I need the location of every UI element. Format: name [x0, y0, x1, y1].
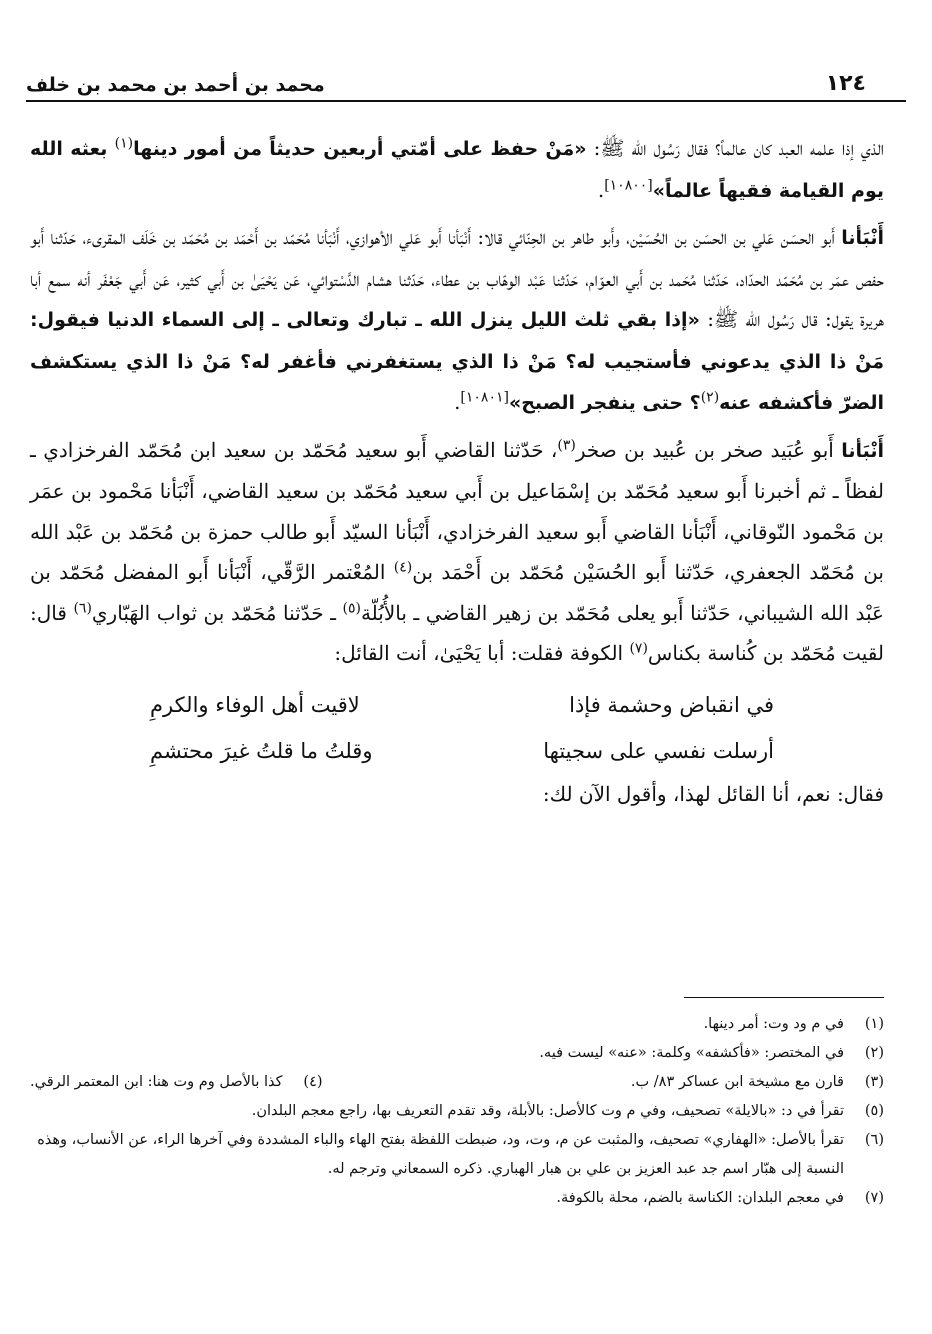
page-number: ١٢٤	[825, 71, 866, 96]
poem-hemistich: في انقباض وحشمة فإذا	[569, 692, 774, 717]
footnote-number: (٤)	[303, 1074, 323, 1090]
footnote-text: في معجم البلدان: الكناسة بالضم، محلة بالكوفة.	[556, 1190, 844, 1206]
running-title: محمد بن أحمد بن محمد بن خلف	[26, 74, 325, 96]
footnote-number: (٧)	[864, 1190, 884, 1206]
hadith-text: ؟ حتى ينفجر الصبح»	[508, 392, 701, 414]
body-text-run: أَبو الحسَن عَلي بن الحسَن بن الحُسَيْن، وأَبو طاهر بن الحِنّائي قالا: أَنْبَأنا أَبو عَلي الأهوازي، أَنْبَأنا مُحَمّد بن أَحْمَد بن مُحَمّد بن خَلَف المقرىء، حَدّثنا أَبو حفص عمَر بن مُحَمّد الحدّاد، حَدّثنا مُحَمد بن أَبي العوّام، حَدّثنا عَبْد الوهّاب بن عطاء، حَدّثنا هشام الدَّسْتوائي، عَن يَحْيَىٰ بن أَبي كثير، عَن أَبي جَعْفَر أنه سمع أبا هريرة يقول: قال رَسُول الله ﷺ:	[30, 225, 884, 331]
hadith-text: «مَنْ حفظ على أمّتي أربعين حديثاً من أمور دينها	[133, 138, 587, 160]
footnote-text: تقرأ بالأصل: «الهفاري» تصحيف، والمثبت عن م، وت، ود، ضبطت اللفظة بفتح الهاء والباء المشددة وفي آخرها الراء، عن الأنساب، وهذه النسبة إلى هبّار اسم جد عبد العزيز بن علي بن هبار الهباري. ذكره السمعاني وترجم له.	[37, 1132, 844, 1177]
footnote	[631, 1068, 884, 1097]
body-text-run: ـ حَدّثنا مُحَمّد بن ثواب الهَبّاري	[91, 600, 343, 625]
footnote-row	[30, 1068, 884, 1097]
body-text-run: .	[454, 390, 461, 414]
body-text-run: .	[597, 177, 605, 202]
footnote-text: تقرأ في د: «بالايلة» تصحيف، وفي م وت كالأصل: بالأبلة، وقد تقدم التعريف بها، راجع معجم البلدان.	[251, 1103, 844, 1119]
footnote-text: قارن مع مشيخة ابن عساكر ٨٣/ ب.	[630, 1074, 844, 1090]
body-text-run: أَبو عُبَيد صخر بن عُبيد بن صخر	[575, 437, 842, 462]
footnote	[30, 1097, 884, 1126]
body-text-run: قال: لقيت مُحَمّد بن كُناسة بكناس	[30, 600, 884, 665]
reference-marker: (٣)	[557, 436, 576, 453]
footnote-number: (٣)	[864, 1074, 884, 1090]
body-text-run: الكوفة فقلت: أبا يَحْيَىٰ، أنت القائل:	[334, 641, 630, 665]
reference-marker: (٤)	[393, 559, 413, 576]
footnote-number: (٥)	[864, 1103, 884, 1119]
footnote	[30, 1126, 884, 1184]
reference-marker: (٦)	[73, 599, 92, 616]
body-text-run: الذي إذا علمه العبد كان عالماً؟ فقال رَسُول الله ﷺ:	[586, 136, 884, 160]
footnote	[30, 1039, 884, 1068]
running-header	[26, 58, 906, 102]
footnotes	[30, 1010, 884, 1213]
paragraph	[30, 217, 884, 424]
hadith-text: أَنْبَأنا	[841, 227, 884, 249]
body-text-run: ، حَدّثنا القاضي أَبو سعيد مُحَمّد بن سعيد ابن مُحَمّد الفرخزادي ـ لفظاً ـ ثم أخبرنا أَبو سعيد مُحَمّد بن إسْمَاعيل بن أَبي سعيد مُحَمّد بن سعيد القاضي، أَنْبَأنا مَحْمود بن عمَر بن مَحْمود النّوقاني، أَنْبَأنا القاضي أَبو سعيد الفرخزادي، أَنْبَأنا السيّد أَبو طالب حمزة بن مُحَمّد بن عَبْد الله بن مُحَمّد الجعفري، حَدّثنا أَبو الحُسَيْن مُحَمّد بن أَحْمَد بن	[30, 437, 884, 584]
footnote	[30, 1068, 323, 1097]
footnote-text: في م ود وت: أمر دينها.	[703, 1016, 844, 1032]
paragraph	[30, 128, 884, 211]
poem-hemistich: لاقيت أهل الوفاء والكرمِ	[150, 692, 360, 717]
reference-marker: (٢)	[700, 389, 720, 406]
hadith-text: «إذا بقي ثلث الليل ينزل الله ـ تبارك وتعالى ـ إلى السماء الدنيا فيقول: مَنْ ذا الذي يدعوني فأستجيب له؟ مَنْ ذا الذي يستغفرني فأغفر له؟ مَنْ ذا الذي يستكشف الضرّ فأكشفه عنه	[30, 309, 884, 414]
reference-marker: [١٠٨٠٠]	[604, 176, 653, 193]
footnote-number: (١)	[864, 1016, 884, 1032]
footnote	[30, 1184, 884, 1213]
reference-marker: (١)	[114, 135, 134, 152]
poem	[150, 682, 774, 774]
hadith-text: أَنْبَأنا	[841, 439, 884, 462]
hadith-text: بعثه الله يوم القيامة فقيهاً عالماً»	[30, 138, 884, 202]
reference-marker: [١٠٨٠١]	[460, 389, 509, 406]
poem-hemistich: وقلتُ ما قلتُ غيرَ محتشمِ	[150, 738, 373, 763]
footnote-number: (٢)	[864, 1045, 884, 1061]
footnote	[30, 1010, 884, 1039]
closing-line: فقال: نعم، أنا القائل لهذا، وأقول الآن لك:	[542, 781, 884, 806]
reference-marker: (٧)	[629, 640, 648, 657]
main-text	[30, 128, 884, 814]
poem-hemistich: أرسلت نفسي على سجيتها	[543, 738, 774, 763]
footnote-text: في المختصر: «فأكشفه» وكلمة: «عنه» ليست فيه.	[539, 1045, 844, 1061]
paragraph	[30, 430, 884, 674]
body-text-run: المُعْتمر الرَّقّي، أَنْبَأنا أَبو المفضل مُحَمّد بن عَبْد الله الشيباني، حَدّثنا أَبو يعلى مُحَمّد بن زهير القاضي ـ بالأُبُلّة	[30, 560, 884, 625]
footnote-divider	[684, 997, 884, 998]
footnote-number: (٦)	[864, 1132, 884, 1148]
reference-marker: (٥)	[342, 599, 361, 616]
footnote-text: كذا بالأصل وم وت هنا: ابن المعتمر الرقي.	[30, 1074, 283, 1090]
